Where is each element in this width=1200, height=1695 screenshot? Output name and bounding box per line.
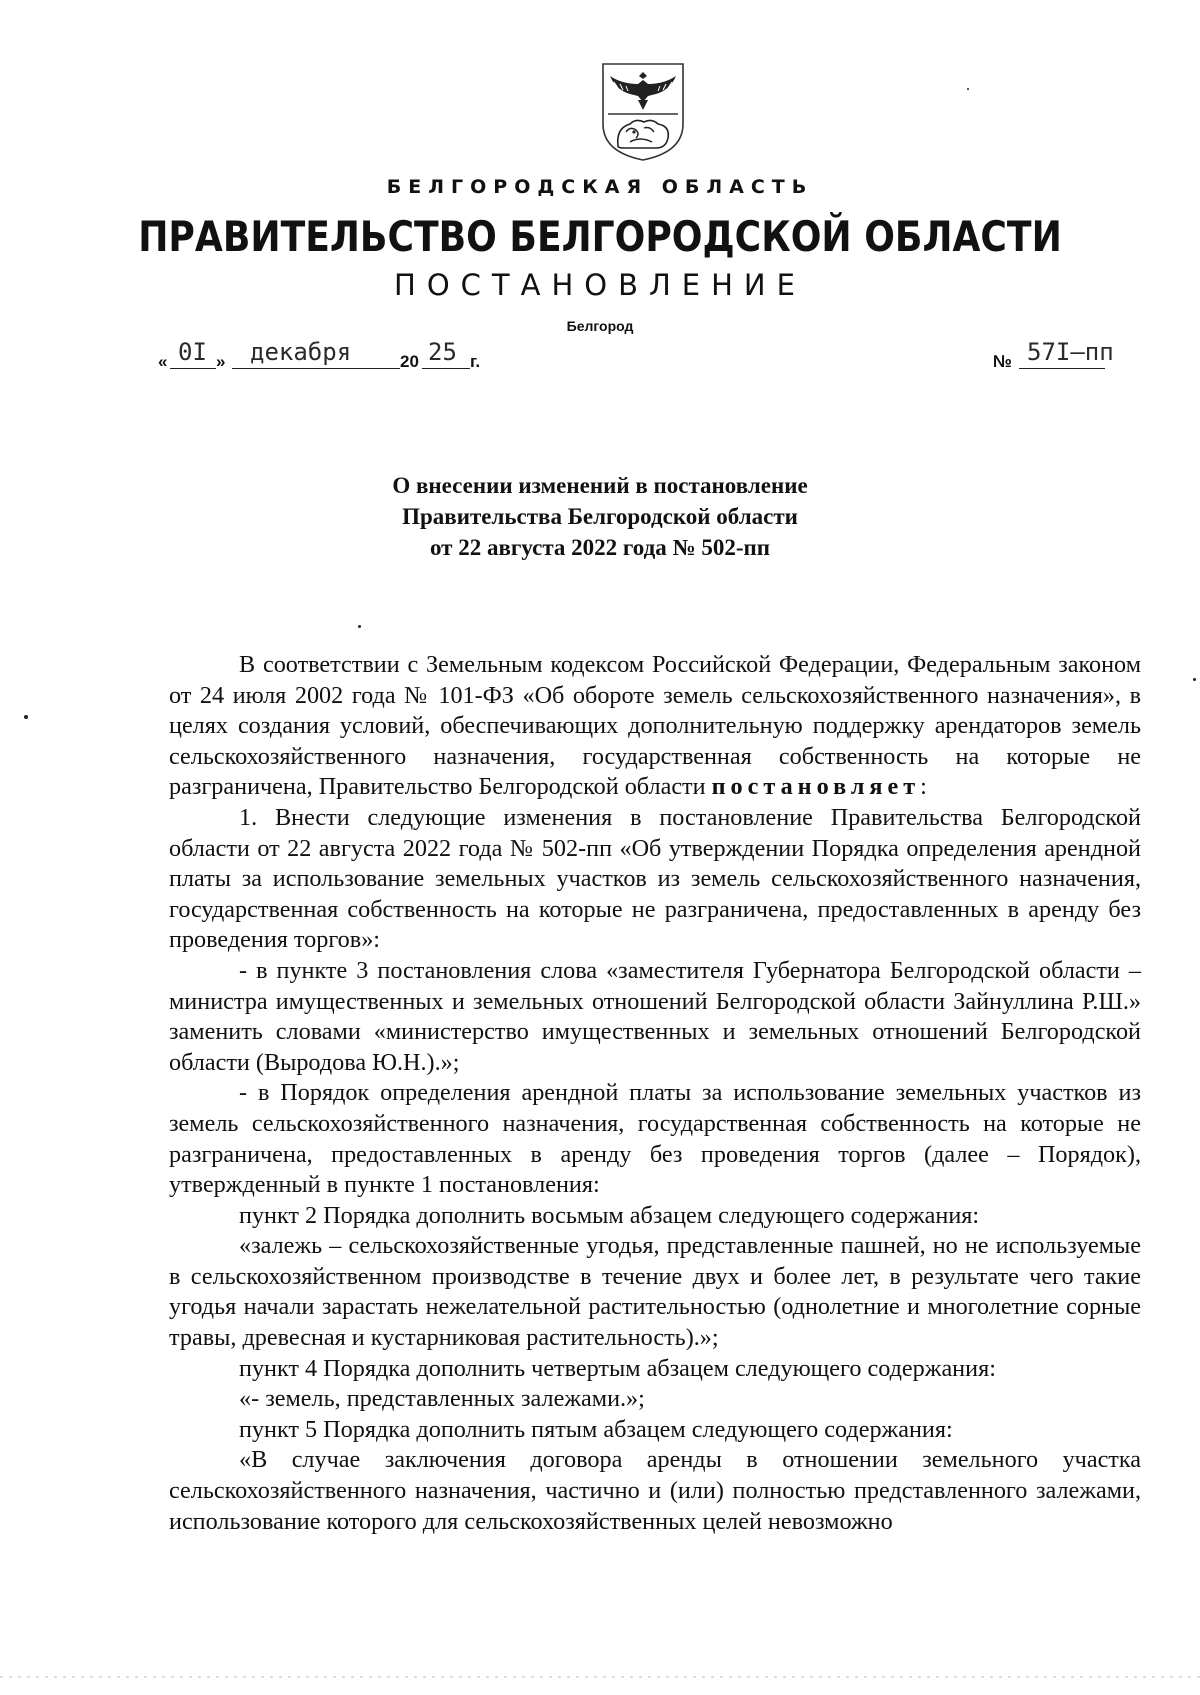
paragraph-point-2: пункт 2 Порядка дополнить восьмым абзацем следующего содержания: bbox=[239, 1201, 980, 1229]
date-month-underline bbox=[232, 368, 400, 369]
paragraph-preamble bbox=[169, 650, 1141, 803]
document-title bbox=[0, 470, 1200, 563]
title-line-2: Правительства Белгородской области bbox=[402, 504, 798, 529]
title-line-1: О внесении изменений в постановление bbox=[392, 473, 808, 498]
date-day-underline bbox=[170, 368, 216, 369]
document-type: ПОСТАНОВЛЕНИЕ bbox=[394, 268, 806, 302]
coat-of-arms-icon bbox=[600, 62, 686, 162]
title-line-3: от 22 августа 2022 года № 502-пп bbox=[429, 535, 771, 560]
paragraph-point-4-text: «- земель, представленных залежами.»; bbox=[239, 1385, 645, 1413]
paragraph-item-1-sub-2: - в Порядок определения арендной платы за использование земельных участков из земель сельскохозяйственного назначения, государственная собственность на которые не разграничена, предоставленных в аренду без проведения торгов (далее – Порядок), утвержденный в пункте 1 постановления: bbox=[169, 1079, 1141, 1199]
preamble-text: В соответствии с Земельным кодексом Российской Федерации, Федеральным законом от 24 июля 2002 года № 101-ФЗ «Об обороте земель сельскохозяйственного назначения», в целях создания условий, обеспечивающих дополнительную поддержку арендаторов земель сельскохозяйственного назначения, государственная собственность на которые не разграничена, Правительство Белгородской области bbox=[169, 651, 1141, 801]
paragraph-point-5-text: «В случае заключения договора аренды в отношении земельного участка сельскохозяйственного назначения, частично и (или) полностью представленного залежами, использование которого для сельскохозяйственных целей невозможно bbox=[169, 1446, 1141, 1535]
decree-keyword: постановляет bbox=[711, 773, 921, 801]
date-year: 25 bbox=[428, 338, 457, 366]
decree-keyword-colon: : bbox=[920, 773, 927, 801]
number-label: № bbox=[993, 352, 1012, 371]
government-name: ПРАВИТЕЛЬСТВО БЕЛГОРОДСКОЙ ОБЛАСТИ bbox=[138, 212, 1062, 261]
date-month: декабря bbox=[250, 338, 352, 366]
paragraph-item-1-sub-1: - в пункте 3 постановления слова «заместителя Губернатора Белгородской области – министра имущественных и земельных отношений Белгородской области Зайнуллина Р.Ш.» заменить словами «министерство имущественных и земельных отношений Белгородской области (Выродова Ю.Н.).»; bbox=[169, 956, 1141, 1076]
paragraph-definition: «залежь – сельскохозяйственные угодья, представленные пашней, но не используемые в сельскохозяйственном производстве в течение двух и более лет, в результате чего такие угодья начали зарастать нежелательной растительностью (однолетние и многолетние сорные травы, древесная и кустарниковая растительность).»; bbox=[169, 1232, 1141, 1352]
date-year-underline bbox=[422, 368, 470, 369]
date-open-quote: « bbox=[158, 352, 168, 371]
date-close-quote: » bbox=[216, 352, 226, 371]
scan-speck bbox=[24, 715, 28, 719]
paragraph-point-5: пункт 5 Порядка дополнить пятым абзацем следующего содержания: bbox=[239, 1415, 953, 1443]
scan-speck bbox=[358, 625, 361, 628]
date-year-suffix: г. bbox=[470, 352, 481, 371]
paragraph-point-4: пункт 4 Порядка дополнить четвертым абзацем следующего содержания: bbox=[239, 1354, 996, 1382]
number-underline bbox=[1019, 368, 1105, 369]
scan-speck bbox=[967, 88, 969, 90]
scan-edge bbox=[0, 1676, 1200, 1678]
city-name: Белгород bbox=[566, 318, 634, 334]
paragraph-item-1: 1. Внести следующие изменения в постановление Правительства Белгородской области от 22 августа 2022 года № 502-пп «Об утверждении Порядка определения арендной платы за использование земельных участков из земель сельскохозяйственного назначения, государственная собственность на которые не разграничена, предоставленных в аренду без проведения торгов»: bbox=[169, 803, 1141, 954]
scan-speck bbox=[1193, 678, 1196, 681]
date-day: 0I bbox=[178, 338, 207, 366]
date-year-prefix: 20 bbox=[400, 352, 419, 371]
number-value: 57I–пп bbox=[1027, 338, 1114, 366]
region-name: БЕЛГОРОДСКАЯ ОБЛАСТЬ bbox=[386, 176, 814, 198]
document-body bbox=[169, 650, 1141, 1537]
